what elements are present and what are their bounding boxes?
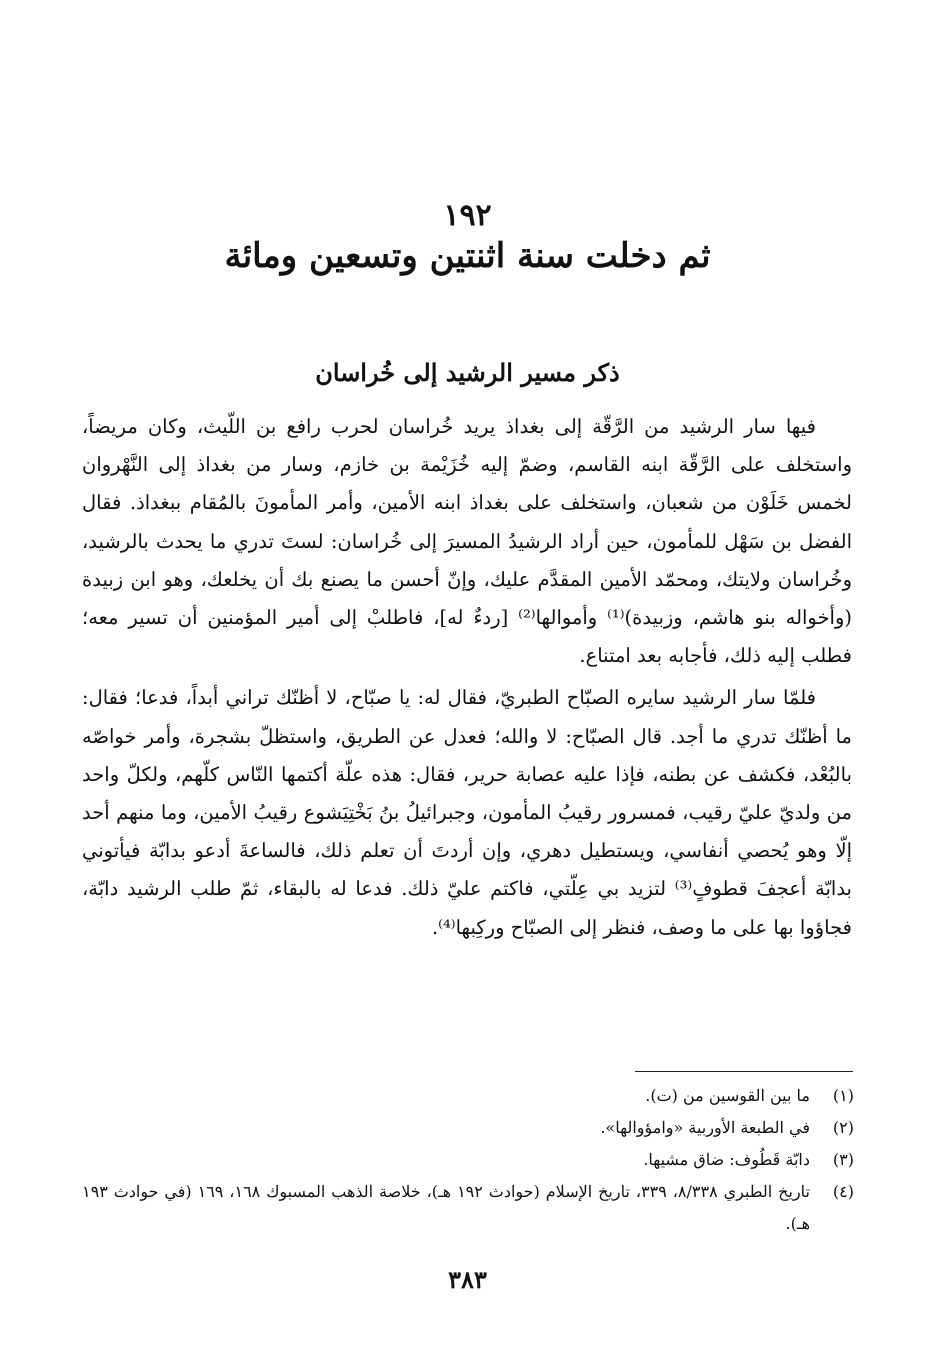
footnote-number: (١) (832, 1086, 854, 1105)
paragraph: فيها سار الرشيد من الرَّقّة إلى بغداذ يريد خُراسان لحرب رافع بن اللّيث، وكان مريضاً، واستخلف على الرَّقّة ابنه القاسم، وضمّ إليه خُزَيْمة بن خازم، وسار من بغداذ إلى النَّهْروان لخمس خَلَوْن من شعبان، واستخلف على بغداذ ابنه الأمين، وأمر المأمونَ بالمُقام ببغداذ. فقال الفضل بن سَهْل للمأمون، حين أراد الرشيدُ المسيرَ إلى خُراسان: لستَ تدري ما يحدث بالرشيد، وخُراسان ولايتك، ومحمّد الأمين المقدَّم عليك، وإنّ أحسن ما يصنع بك أن يخلعك، وهو ابن زبيدة (وأخواله بنو هاشم، وزبيدة)⁽¹⁾ وأموالها⁽²⁾ [ردءٌ له]، فاطلبْ إلى أمير المؤمنين أن تسير معه؛ فطلب إليه ذلك، فأجابه بعد امتناع. (82, 415, 853, 668)
footnote-number: (٤) (832, 1182, 854, 1201)
footnote-text: في الطبعة الأوربية «وامؤوالها». (600, 1118, 810, 1137)
footnote-number: (٢) (832, 1118, 854, 1137)
footnote-item (82, 1176, 854, 1240)
paragraph: فلمّا سار الرشيد سايره الصبّاح الطبريّ، فقال له: يا صبّاح، لا أظنّك تراني أبداً، فدعا؛ فقال: ما أظنّك تدري ما أجد. قال الصبّاح: لا والله؛ فعدل عن الطريق، واستظلّ بشجرة، وأمر خواصّه بالبُعْد، فكشف عن بطنه، فإذا عليه عصابة حرير، فقال: هذه علّة أكتمها النّاس كلّهم، ولكلّ واحد من ولديّ عليّ رقيب، فمسرور رقيبُ المأمون، وجبرائيلُ بنُ بَخْتِيَشوع رقيبُ الأمين، وما منهم أحد إلّا وهو يُحصي أنفاسي، ويستطيل دهري، وإن أردتَ أن تعلم ذلك، فالساعةَ أدعو بدابّة فيأتوني بدابّة أعجفَ قطوفٍ⁽³⁾ لتزيد بي عِلّتي، فاكتم عليّ ذلك. فدعا له بالبقاء، ثمّ طلب الرشيد دابّة، فجاؤوا بها على ما وصف، فنظر إلى الصبّاح وركِبها⁽⁴⁾. (82, 686, 852, 939)
footnote-text: دابّة قَطُوف: ضاق مشيها. (643, 1150, 810, 1169)
section-title: ذكر مسير الرشيد إلى خُراسان (315, 358, 620, 387)
footnote-item (82, 1112, 854, 1144)
footnote-divider (635, 1071, 853, 1072)
footnote-item (82, 1080, 854, 1112)
year-number: ١٩٢ (443, 198, 492, 233)
footnote-item (82, 1144, 854, 1176)
footnotes (82, 1080, 854, 1240)
body-text (82, 408, 852, 947)
footnote-number: (٣) (832, 1150, 854, 1169)
page-number: ٣٨٣ (448, 1265, 487, 1294)
footnote-text: ما بين القوسين من (ت). (645, 1086, 810, 1105)
footnote-text: تاريخ الطبري ٨/٣٣٨، ٣٣٩، تاريخ الإسلام (حوادث ١٩٢ هـ)، خلاصة الذهب المسبوك ١٦٨، ١٦٩ (في حوادث ١٩٣ هـ). (82, 1182, 811, 1233)
chapter-title: ثم دخلت سنة اثنتين وتسعين ومائة (224, 236, 711, 276)
